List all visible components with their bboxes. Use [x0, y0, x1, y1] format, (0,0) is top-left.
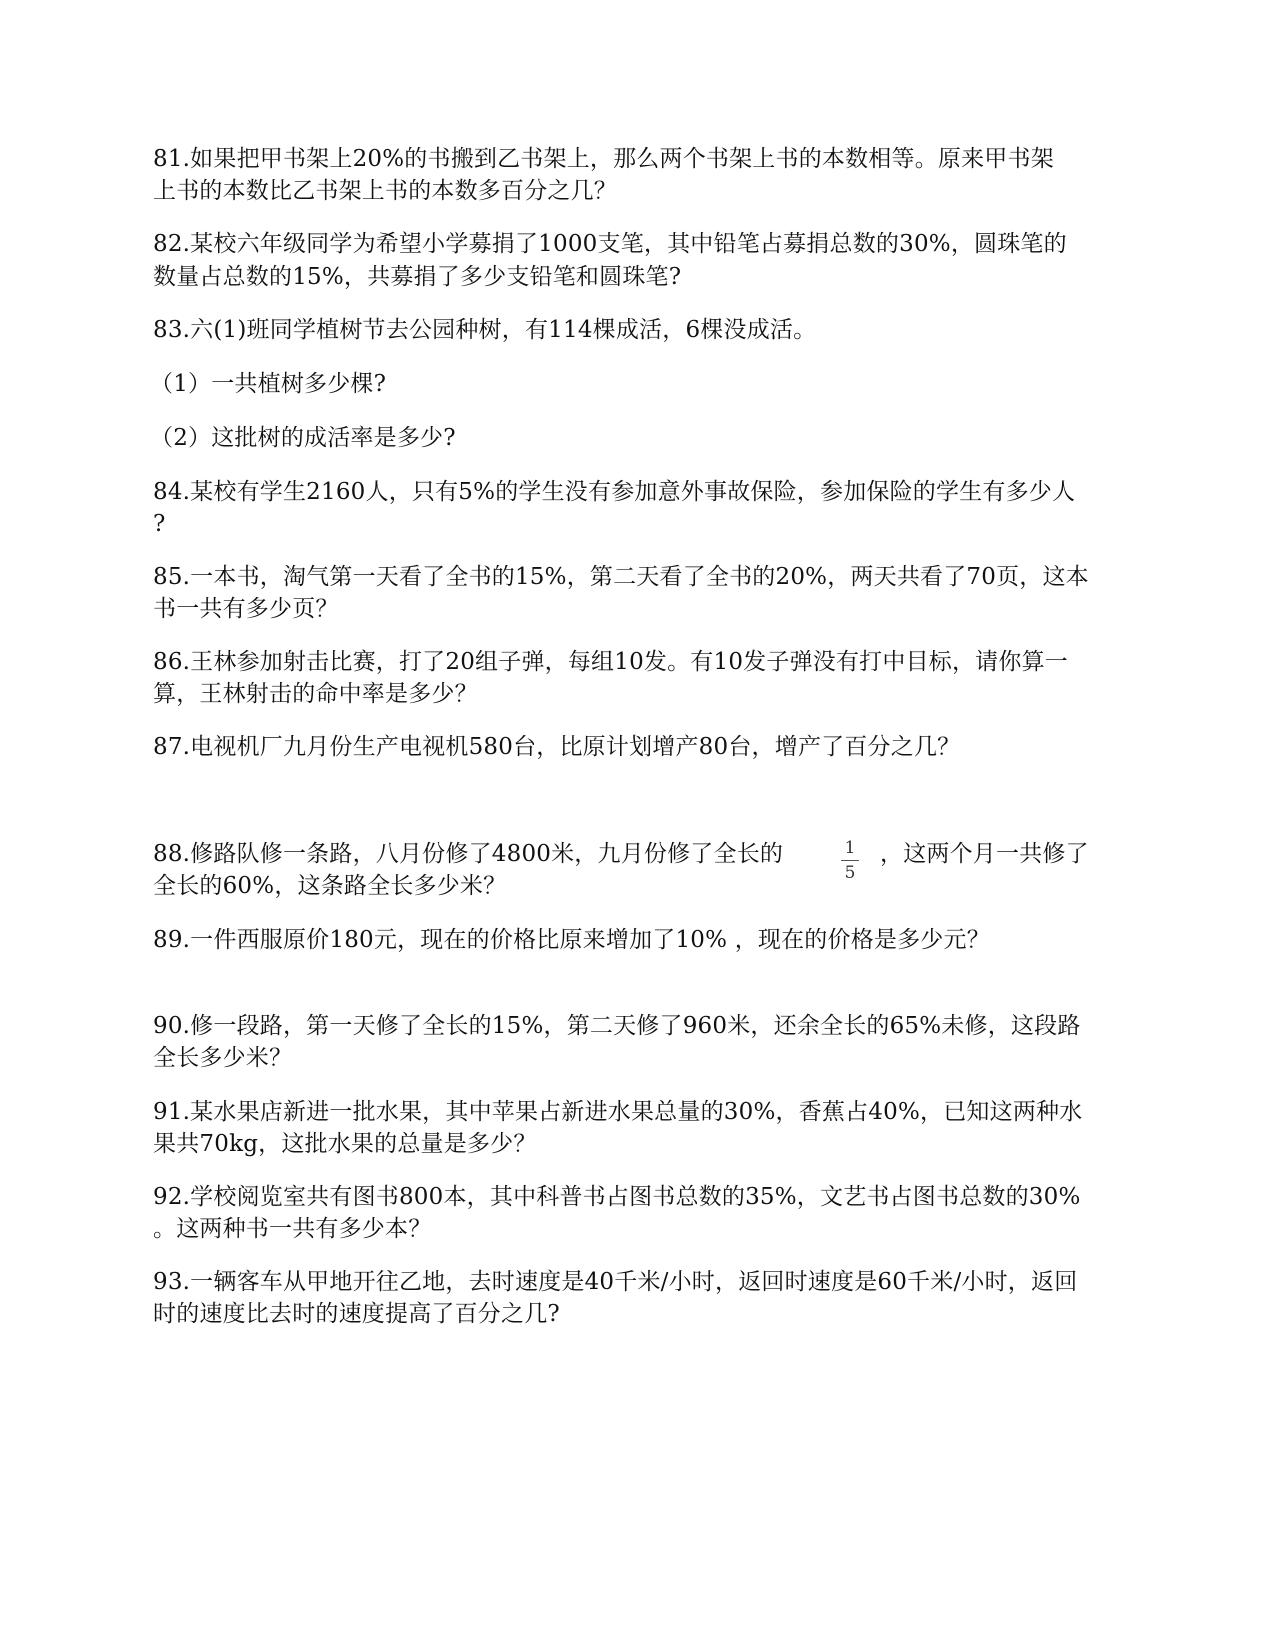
problem-92-line-2: 。这两种书一共有多少本？	[153, 1216, 432, 1242]
problem-83-line-1: 83.六(1)班同学植树节去公园种树，有114棵成活，6棵没成活。	[153, 317, 817, 343]
problem-85-line-2: 书一共有多少页？	[153, 596, 339, 622]
fraction-bar	[841, 860, 859, 861]
problem-93-line-2: 时的速度比去时的速度提高了百分之几?	[153, 1301, 560, 1327]
problem-88-line-1a: 88.修路队修一条路，八月份修了4800米，九月份修了全长的	[153, 841, 784, 867]
fraction-numerator: 1	[844, 838, 856, 858]
problem-84-line-1: 84.某校有学生2160人，只有5%的学生没有参加意外事故保险，参加保险的学生有多少人	[153, 479, 1076, 505]
problem-82-line-2: 数量占总数的15%，共募捐了多少支铅笔和圆珠笔?	[153, 264, 682, 290]
problem-86-line-2: 算，王林射击的命中率是多少？	[153, 681, 478, 707]
problem-85-line-1: 85.一本书，淘气第一天看了全书的15%，第二天看了全书的20%，两天共看了70页，这本	[153, 564, 1089, 590]
problem-92-line-1: 92.学校阅览室共有图书800本，其中科普书占图书总数的35%，文艺书占图书总数的30%	[153, 1184, 1081, 1210]
problem-89-line-1: 89.一件西服原价180元，现在的价格比原来增加了10% ，现在的价格是多少元？	[153, 927, 990, 953]
problem-82-line-1: 82.某校六年级同学为希望小学募捐了1000支笔，其中铅笔占募捐总数的30%，圆珠笔的	[153, 231, 1067, 257]
problem-84-line-2: ?	[153, 511, 166, 537]
problem-93-line-1: 93.一辆客车从甲地开往乙地，去时速度是40千米/小时，返回时速度是60千米/小时，返回	[153, 1269, 1078, 1295]
problem-87-line-1: 87.电视机厂九月份生产电视机580台，比原计划增产80台，增产了百分之几？	[153, 734, 961, 760]
problem-91-line-1: 91.某水果店新进一批水果，其中苹果占新进水果总量的30%，香蕉占40%，已知这两种水	[153, 1099, 1083, 1125]
problem-81-line-2: 上书的本数比乙书架上书的本数多百分之几？	[153, 178, 617, 204]
problem-88-line-2: 全长的60%，这条路全长多少米？	[153, 873, 507, 899]
problem-83-sub-1: （1）一共植树多少棵?	[150, 371, 387, 397]
problem-90-line-1: 90.修一段路，第一天修了全长的15%，第二天修了960米，还余全长的65%未修，这段路	[153, 1013, 1081, 1039]
fraction-denominator: 5	[844, 863, 856, 883]
problem-91-line-2: 果共70kg，这批水果的总量是多少？	[153, 1131, 537, 1157]
problem-83-sub-2: （2）这批树的成活率是多少?	[150, 425, 456, 451]
problem-86-line-1: 86.王林参加射击比赛，打了20组子弹，每组10发。有10发子弹没有打中目标，请你算一	[153, 649, 1068, 675]
problem-90-line-2: 全长多少米？	[153, 1045, 293, 1071]
fraction-one-fifth	[838, 838, 862, 883]
problem-81-line-1: 81.如果把甲书架上20%的书搬到乙书架上，那么两个书架上书的本数相等。原来甲书架	[153, 146, 1054, 172]
problem-88-line-1b: ，这两个月一共修了	[880, 841, 1089, 867]
